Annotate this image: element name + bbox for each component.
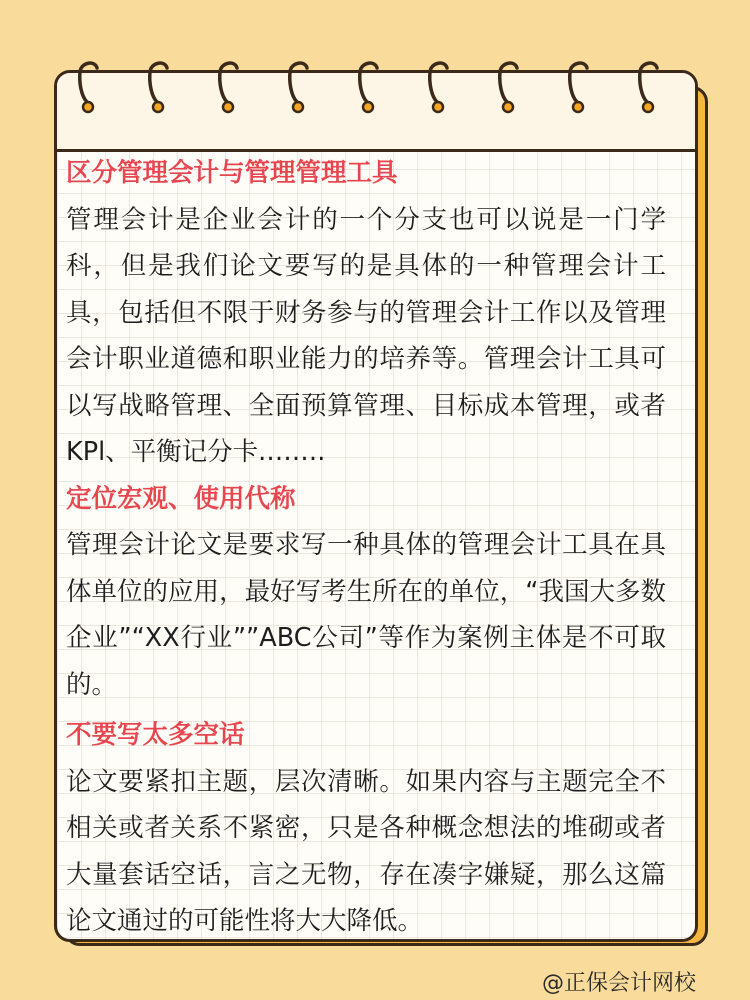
section-body-distinguish: 管理会计是企业会计的一个分支也可以说是一门学科，但是我们论文要写的是具体的一种管理会计工具，包括但不限于财务参与的管理会计工作以及管理会计职业道德和职业能力的培养等。管理会计工具可以写战略管理、全面预算管理、目标成本管理，或者KPl、平衡记分卡.……. xyxy=(66,204,666,467)
spiral-ring-icon xyxy=(496,56,526,118)
section-heading-no-empty-words: 不要写太多空话 xyxy=(66,720,245,750)
section-body-positioning: 管理会计论文是要求写一种具体的管理会计工具在具体单位的应用，最好写考生所在的单位，“我国大多数企业”“XX行业””ABC公司”等作为案例主体是不可取的。 xyxy=(66,530,666,700)
section-body-no-empty-words: 论文要紧扣主题，层次清晰。如果内容与主题完全不相关或者关系不紧密，只是各种概念想法的堆砌或者大量套话空话，言之无物，存在凑字嫌疑，那么这篇论文通过的可能性将大大降低。 xyxy=(66,766,666,936)
spiral-ring-icon xyxy=(286,56,316,118)
watermark: @正保会计网校 xyxy=(541,971,696,996)
section-heading-positioning: 定位宏观、使用代称 xyxy=(66,483,296,514)
spiral-ring-icon xyxy=(426,56,456,118)
spiral-ring-icon xyxy=(216,56,246,118)
spiral-ring-icon xyxy=(566,56,596,118)
spiral-binding xyxy=(54,56,698,126)
article-content xyxy=(66,150,666,945)
section-heading-distinguish: 区分管理会计与管理管理工具 xyxy=(66,158,398,188)
spiral-ring-icon xyxy=(146,56,176,118)
spiral-ring-icon xyxy=(636,56,666,118)
spiral-ring-icon xyxy=(76,56,106,118)
spiral-ring-icon xyxy=(356,56,386,118)
